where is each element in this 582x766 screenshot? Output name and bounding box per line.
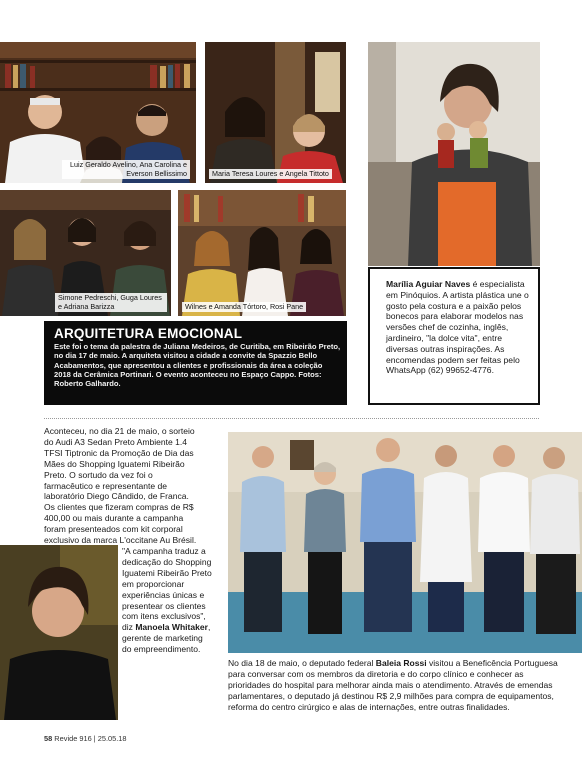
photo-manoela-whitaker <box>0 545 118 720</box>
quote-says: diz <box>122 622 136 633</box>
photo-two-women <box>205 42 346 183</box>
audi-article-text: Aconteceu, no dia 21 de maio, o sorteio do Audi A3 Sedan Preto Ambiente 1.4 TFSI Tiptronic da Promoção de Dia das Mães do Shopping Iguatemi Ribeirão Preto. O sortudo da vez foi o farmacêutico e representante de laboratório Diego Cândido, de Franca. Os clientes que fizeram compras de R$ 400,00 ou mais durante a campanha foram presenteados com kit corporal exclusivo da marca L'occitane Au Brésil. <box>44 426 197 546</box>
manoela-quote <box>122 546 212 655</box>
magazine-name: Revide 916 <box>54 734 92 743</box>
page-number: 58 <box>44 734 53 743</box>
marilia-text-box <box>368 267 540 405</box>
feature-body: Este foi o tema da palestra de Juliana Medeiros, de Curitiba, em Ribeirão Preto, no dia 17 de maio. A arquiteta visitou a cidade a convite da Spazzio Bello Acabamentos, que apresentou a clientes e profissionais da área a coleção 2018 da Cerâmica Portinari. O evento aconteceu no Espaço Cappo. Fotos: Roberto Galhardo. <box>54 342 341 389</box>
marilia-name: Marília Aguiar Naves <box>386 279 471 289</box>
article-right-text: visitou a Beneficência Portuguesa para conversar com os membros da diretoria e do corpo clínico e conhecer as prioridades do hospital para melhorar ainda mais o atendimento. Através de emendas parlamentares, o deputado já destinou R$ 2,9 milhões para compra de equipamentos, reforma do centro cirúrgico e alas de internações, entre outras finalidades. <box>228 658 558 712</box>
footer-separator: | <box>93 734 96 743</box>
photo5-caption: Wilnes e Amanda Tórtoro, Rosi Pane <box>182 302 306 312</box>
feature-title-box <box>44 321 347 405</box>
marilia-text: é especialista em Pinóquios. A artista plástica une o gosto pela costura e a paixão pelos bonecos para elaborar modelos nas versões chef de cozinha, inglês, jardineiro, "la dolce vita", entre diversas outras inspirações. As encomendas podem ser feitas pelo WhatsApp (62) 99652-4776. <box>386 279 529 376</box>
article-right-prefix: No dia 18 de maio, o deputado federal <box>228 658 376 668</box>
photo-three-women-right <box>178 190 346 316</box>
quote-person: Manoela Whitaker <box>135 622 208 633</box>
photo-three-guests-bookshelf <box>0 42 196 183</box>
issue-date: 25.05.18 <box>97 734 127 743</box>
photo-three-women-left <box>0 190 171 316</box>
photo2-caption: Maria Teresa Loures e Angela Tittoto <box>209 169 332 179</box>
photo-group-hospital-visit <box>228 432 582 653</box>
feature-title: ARQUITETURA EMOCIONAL <box>54 326 243 341</box>
section-divider <box>44 418 539 419</box>
baleia-rossi-article <box>228 658 568 713</box>
page-footer <box>44 734 127 743</box>
quote-text: "A campanha traduz a dedicação do Shopping Iguatemi Ribeirão Preto em proporcionar experiências únicas e presentear os clientes com itens exclusivos", <box>122 546 212 622</box>
photo4-caption: Simone Pedreschi, Guga Loures e Adriana Barizza <box>55 293 167 312</box>
photo1-caption: Luiz Geraldo Avelino, Ana Carolina e Everson Bellissimo <box>62 160 190 179</box>
photo-artist-with-dolls <box>368 42 540 266</box>
quote-role: , gerente de marketing do empreendimento. <box>122 622 211 655</box>
deputy-name: Baleia Rossi <box>375 658 427 668</box>
